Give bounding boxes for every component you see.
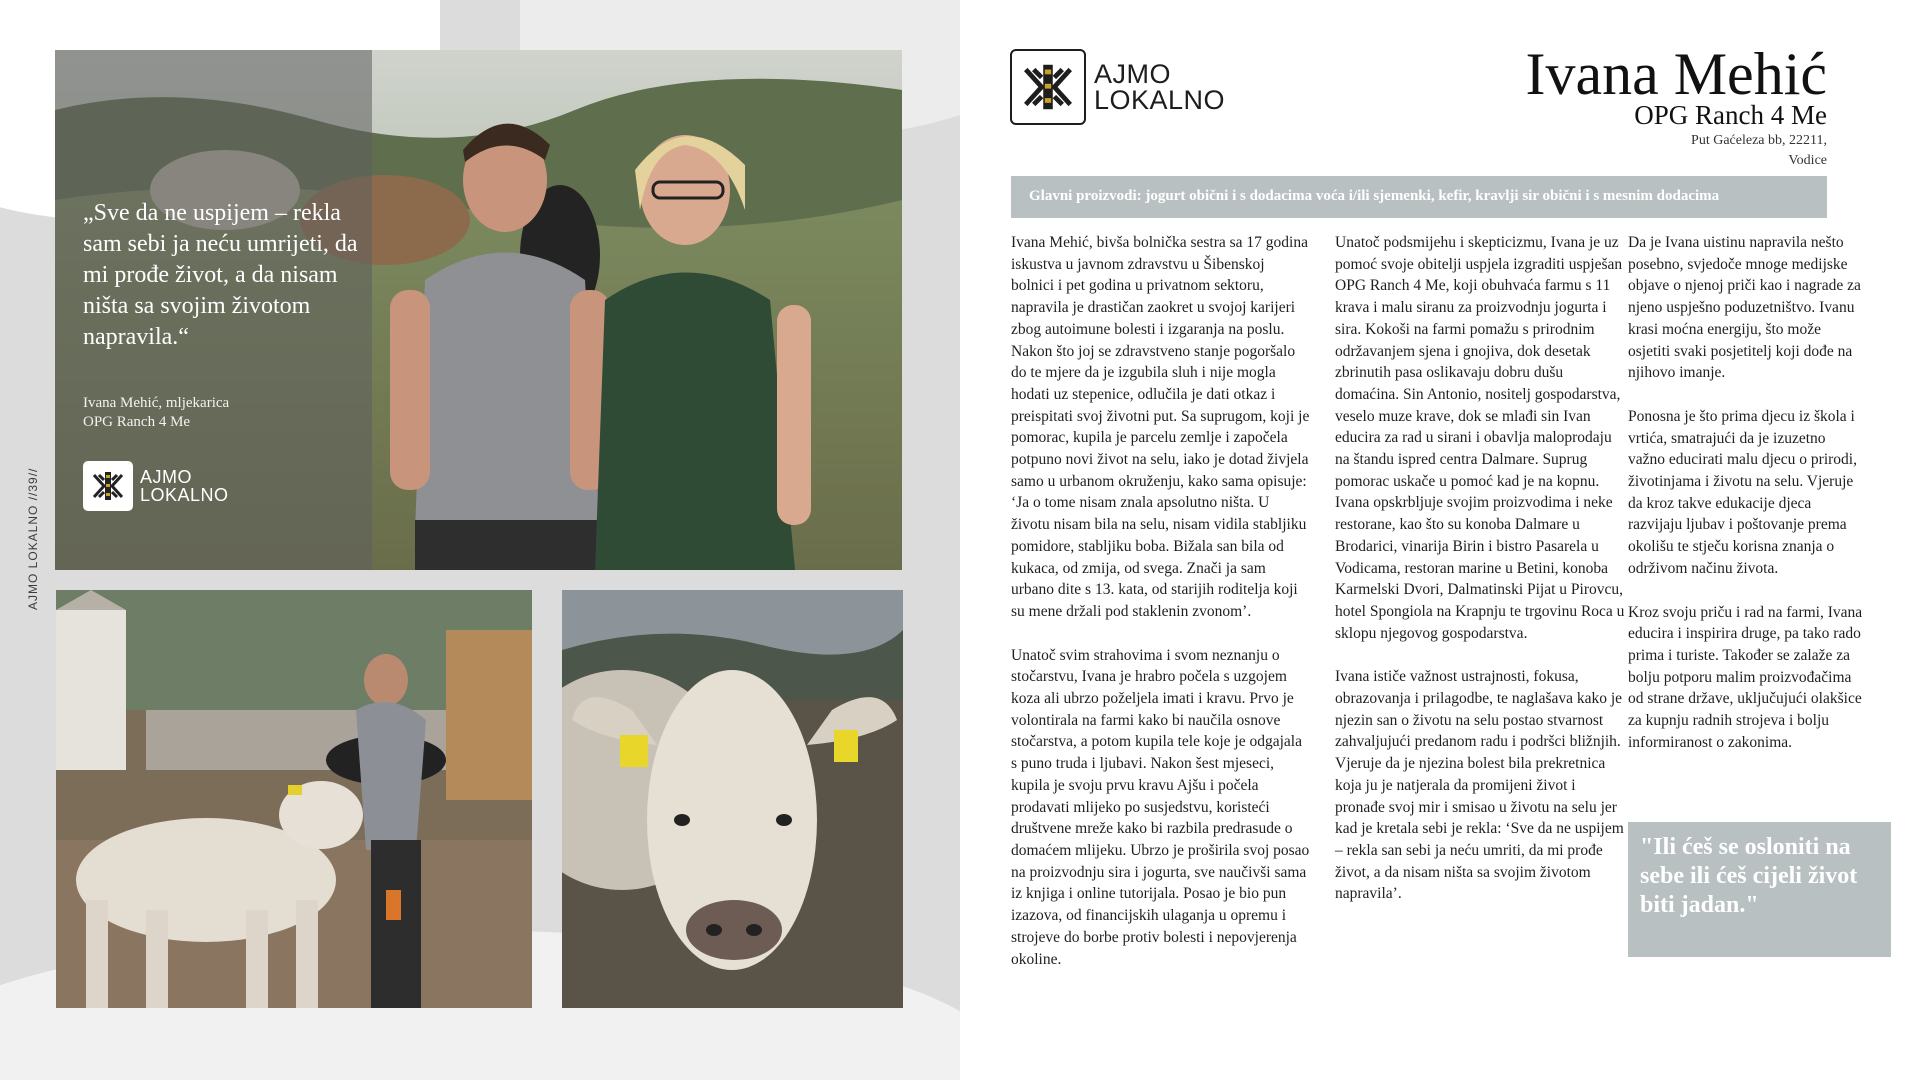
pull-quote-text: "Ili ćeš se osloniti na sebe ili ćeš cijeli život biti jadan." <box>1640 834 1858 918</box>
text-column-1 <box>1011 232 1311 970</box>
logo-text <box>140 468 229 504</box>
article-title: Ivana Mehić <box>1525 41 1827 107</box>
farm-name: OPG Ranch 4 Me <box>1634 100 1827 130</box>
pull-quote <box>1628 822 1891 957</box>
ajmo-lokalno-logo-icon <box>83 461 133 511</box>
paragraph: Da je Ivana uistinu napravila nešto posebno, svjedoče mnoge medijske objave o njenoj priči kao i nagrade za njeno uspješno poduzetništvo. Ivanu krasi moćna energiju, što može osjetiti svaki posjetitelj koji dođe na njihovo imanje. <box>1628 234 1861 382</box>
attribution-name: Ivana Mehić, mljekarica <box>83 395 230 411</box>
main-products-text: Glavni proizvodi: jogurt obični i s dodacima voća i/ili sjemenki, kefir, kravlji sir obični i s mesnim dodacima <box>1029 188 1720 204</box>
right-page <box>960 0 1920 1080</box>
main-products-bar <box>1011 176 1827 218</box>
paragraph: Kroz svoju priču i rad na farmi, Ivana educira i inspirira druge, pa tako rado prima i turiste. Također se zalaže za bolju potporu malim proizvođačima od strane države, uključujući olakšice za kupnju radnih strojeva i bolju informiranost o zakonima. <box>1628 603 1863 751</box>
paragraph: Unatoč svim strahovima i svom neznanju o stočarstvu, Ivana je hrabro počela s uzgojem koza ali ubrzo poželjela imati i kravu. Prvo je volontirala na farmi kako bi naučila osnove stočarstva, a potom kupila tele koje je odgajala s puno truda i ljubavi. Nakon šest mjeseci, kupila je svoju prvu kravu Ajšu i počela prodavati mlijeko po susjedstvu, koristeći društvene mreže kako bi razbila predrasude o domaćem mlijeku. Ubrzo je proširila svoj posao na proizvodnju sira i jogurta, sve naučivši sama iz knjiga i online tutorijala. Posao je bio pun izazova, od financijskih ulaganja u opremu i strojeve do borbe protiv bolesti i nepovjerenja okoline. <box>1011 646 1310 968</box>
paragraph: Ponosna je što prima djecu iz škola i vrtića, smatrajući da je izuzetno važno educirati malu djecu o prirodi, životinjama i životu na selu. Vjeruje da kroz takve edukacije djeca razvijaju ljubav i poštovanje prema okolišu te stječu korisna znanja o održivom načinu života. <box>1628 407 1857 577</box>
paragraph: Unatoč podsmijehu i skepticizmu, Ivana je uz pomoć svoje obitelji uspjela izgraditi uspješan OPG Ranch 4 Me, koji obuhvaća farmu s 11 krava i malu siranu za proizvodnju jogurta i sira. Kokoši na farmi pomažu s prirodnim održavanjem sjena i gnojiva, dok desetak zbrinutih pasa oslikavaju dobru dušu domaćina. Sin Antonio, nositelj gospodarstva, veselo muze krave, dok se mlađi sin Ivan educira za rad u sirani i obavlja maloprodaju na štandu ispred centra Dalmare. Suprug pomorac uskače u pomoć kad je na kopnu. Ivana opskrbljuje svojim proizvodima i neke restorane, kao što su konoba Dalmare u Brodarici, vinarija Birin i bistro Pasarela u Vodicama, restoran marine u Betini, konoba Karmelski Dvori, Dalmatinski Pijat u Pirovcu, hotel Spongiola na Krapnju te trgovinu Roca u sklopu njegovog gospodarstva. <box>1335 234 1625 642</box>
attribution-farm: OPG Ranch 4 Me <box>83 414 191 430</box>
calf-feeding-photo <box>56 590 532 1008</box>
quote-overlay <box>55 50 372 570</box>
main-photo <box>55 50 902 570</box>
logo-ajmo-lokalno <box>1010 49 1225 125</box>
logo-text-line1: AJMO <box>1094 59 1172 89</box>
text-column-2 <box>1335 232 1625 905</box>
ajmo-lokalno-logo-icon <box>1010 49 1086 125</box>
calf-feeding-image <box>56 590 532 1008</box>
logo-text-line2: LOKALNO <box>1094 85 1226 115</box>
cow-portrait-image <box>562 590 903 1008</box>
logo-text <box>1094 61 1225 113</box>
address-line1: Put Gaćeleza bb, 22211, <box>1691 133 1827 148</box>
photo-quote: „Sve da ne uspijem – rekla sam sebi ja neću umrijeti, da mi prođe život, a da nisam ništa sa svojim životom napravila.“ <box>83 200 358 350</box>
logo-text-line1: AJMO <box>140 467 193 487</box>
cow-portrait-photo <box>562 590 903 1008</box>
address-line2: Vodice <box>1788 153 1827 168</box>
text-column-3 <box>1628 232 1864 753</box>
paragraph: Ivana ističe važnost ustrajnosti, fokusa, obrazovanja i prilagodbe, te naglašava kako je njezin san o životu na selu postao stvarnost zahvaljujući predanom radu i podršci bližnjih. Vjeruje da je njezina bolest bila prekretnica koja ju je natjerala da promijeni život i pronađe svoj mir i smisao u životu na selu jer kad je kretala sebi je rekla: ‘Sve da ne uspijem – rekla san sebi ja neću umriti, da mi prođe život, a da nisam ništa sa svojim životom napravila’. <box>1335 668 1624 903</box>
page-folio: AJMO LOKALNO //39// <box>26 467 40 610</box>
paragraph: Ivana Mehić, bivša bolnička sestra sa 17 godina iskustva u javnom zdravstvu u Šibenskoj bolnici i pet godina u privatnom sektoru, napravila je drastičan zaokret u svojoj karijeri zbog autoimune bolesti i izgaranja na poslu. Nakon što joj se zdravstveno stanje pogoršalo do te mjere da je izgubila sluh i nije mogla hodati uz stepenice, odlučila je dati otkaz i preispitati svoj životni put. Sa suprugom, koji je pomorac, kupila je parcelu zemlje i započela potpuno novi život na selu, iako je dotad živjela samo u urbanom okruženju, kako sama opisuje: ‘Ja o tome nisam znala apsolutno ništa. U životu nisam bila na selu, nisam vidila stabljiku pomidore, stabljiku boba. Bižala san bila od kukaca, od zmija, od svega. Znači ja sam urbano dite s 13. kata, od starijih roditelja koji su mene držali pod staklenin zvonom’. <box>1011 234 1310 620</box>
logo-text-line2: LOKALNO <box>140 485 229 505</box>
quote-attribution <box>83 394 229 432</box>
logo-ajmo-lokalno-white <box>83 461 229 511</box>
